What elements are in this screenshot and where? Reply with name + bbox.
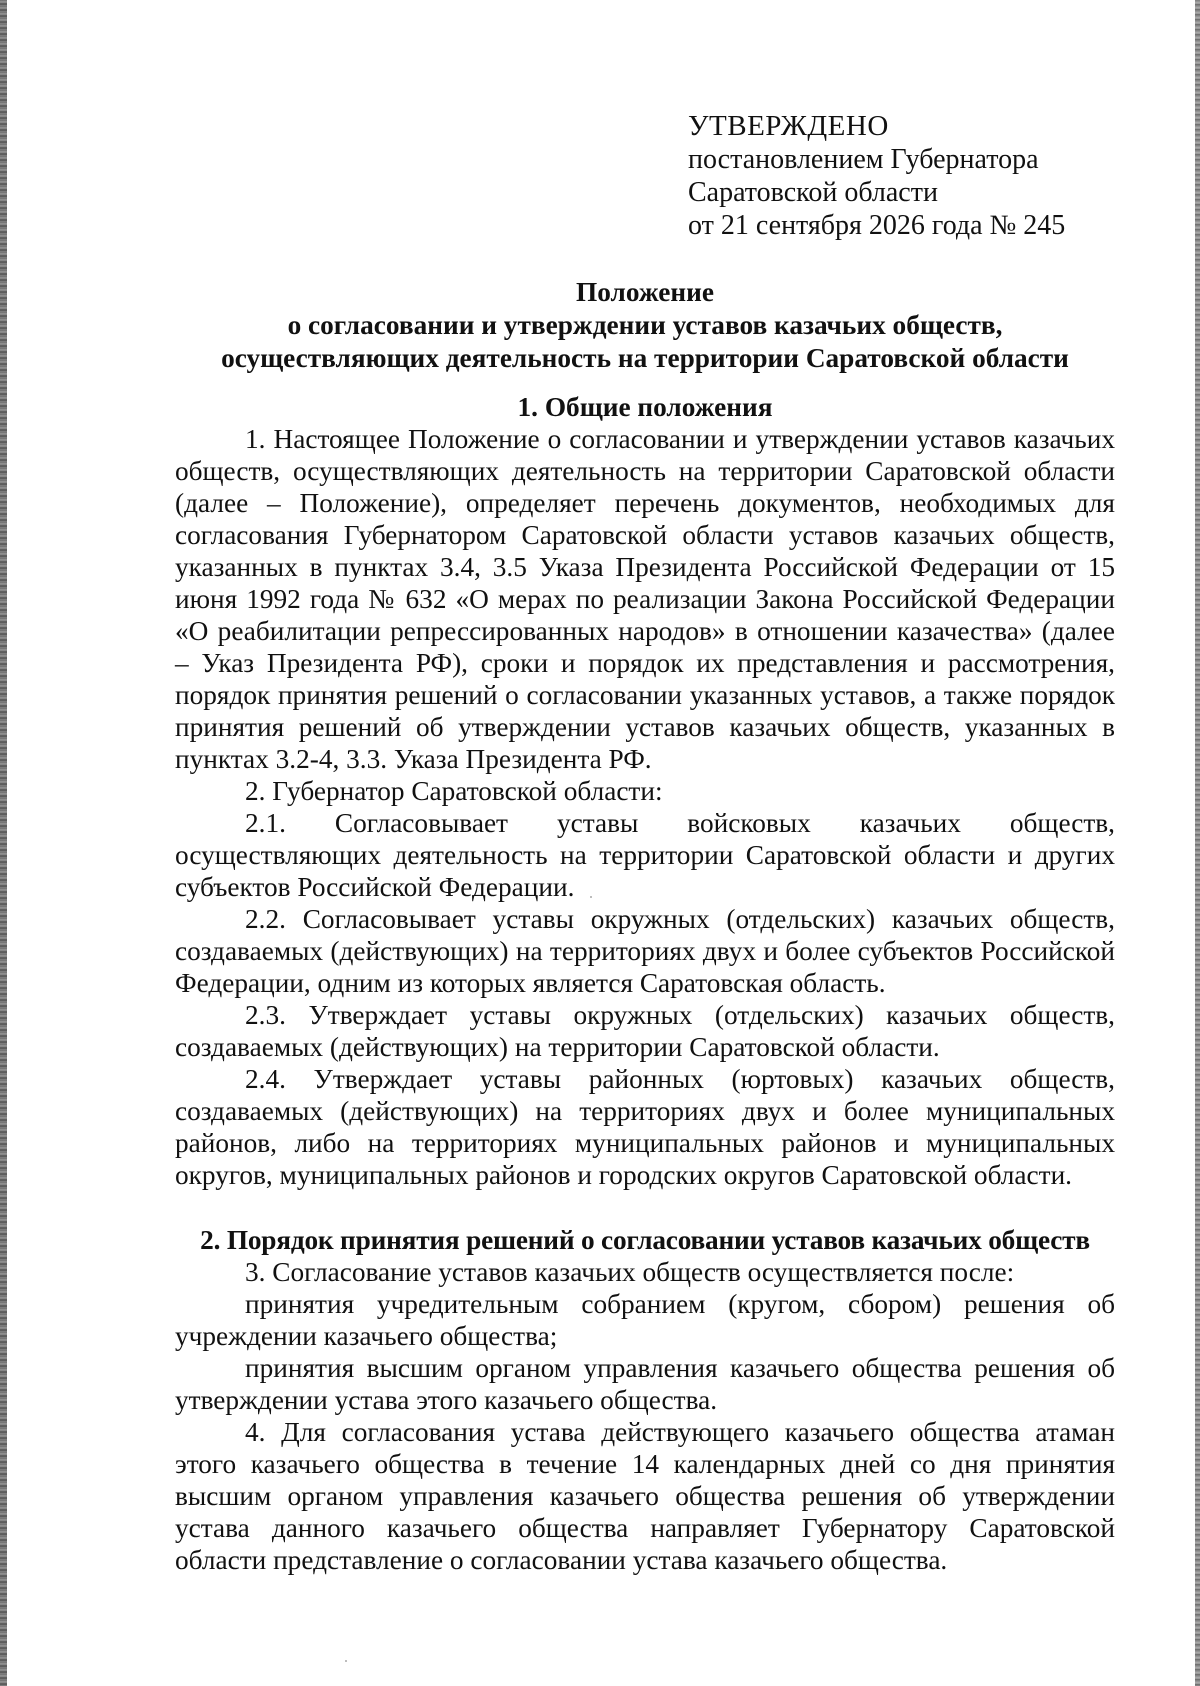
paragraph: 1. Настоящее Положение о согласовании и утверждении уставов казачьих обществ, осуществляющих деятельность на территории Саратовской области (далее – Положение), определяет перечень документов, необходимых для согласования Губернатором Саратовской области уставов казачьих обществ, указанных в пунктах 3.4, 3.5 Указа Президента Российской Федерации от 15 июня 1992 года № 632 «О мерах по реализации Закона Российской Федерации «О реабилитации репрессированных народов» в отношении казачества» (далее – Указ Президента РФ), сроки и порядок их представления и рассмотрения, порядок принятия решений о согласовании указанных уставов, а также порядок принятия решений об утверждении уставов казачьих обществ, указанных в пунктах 3.2-4, 3.3. Указа Президента РФ. [175, 424, 1115, 774]
approval-stamp [688, 110, 1168, 242]
paragraph: принятия учредительным собранием (кругом, сбором) решения об учреждении казачьего общества; [175, 1289, 1115, 1351]
paragraph: 2.3. Утверждает уставы окружных (отдельских) казачьих обществ, создаваемых (действующих) на территории Саратовской области. [175, 1000, 1115, 1062]
paragraph: 2.2. Согласовывает уставы окружных (отдельских) казачьих обществ, создаваемых (действующих) на территориях двух и более субъектов Российской Федерации, одним из которых является Саратовская область. [175, 904, 1115, 998]
section-heading: 2. Порядок принятия решений о согласовании уставов казачьих обществ [200, 1225, 1090, 1255]
paragraph: 2.1. Согласовывает уставы войсковых казачьих обществ, осуществляющих деятельность на территории Саратовской области и других субъектов Российской Федерации. [175, 808, 1115, 902]
approval-line: Саратовской области [688, 177, 938, 208]
approval-date: от 21 сентября 2026 года № 245 [688, 210, 1066, 241]
scan-speck [345, 1660, 347, 1662]
approval-title: УТВЕРЖДЕНО [688, 110, 889, 142]
paragraph: 4. Для согласования устава действующего казачьего общества атаман этого казачьего общества в течение 14 календарных дней со дня принятия высшим органом управления казачьего общества решения об утверждении устава данного казачьего общества направляет Губернатору Саратовской области представление о согласовании устава казачьего общества. [175, 1417, 1115, 1575]
scan-edge-left [0, 0, 7, 1686]
paragraph: 2. Губернатор Саратовской области: [245, 776, 663, 806]
paragraph: принятия высшим органом управления казачьего общества решения об утверждении устава этого казачьего общества. [175, 1353, 1115, 1415]
title-line: осуществляющих деятельность на территории Саратовской области [221, 343, 1069, 373]
paragraph: 3. Согласование уставов казачьих обществ осуществляется после: [245, 1257, 1015, 1287]
scan-edge-right [1195, 0, 1200, 1686]
title-line: Положение [576, 277, 714, 307]
scan-speck [590, 896, 592, 898]
section-heading: 1. Общие положения [517, 392, 773, 422]
paragraph: 2.4. Утверждает уставы районных (юртовых) казачьих обществ, создаваемых (действующих) на территориях двух и более муниципальных районов, либо на территориях муниципальных районов и муниципальных округов, муниципальных районов и городских округов Саратовской области. [175, 1064, 1115, 1190]
document-title [175, 276, 1115, 375]
document-body [175, 276, 1115, 1576]
approval-line: постановлением Губернатора [688, 144, 1039, 175]
title-line: о согласовании и утверждении уставов казачьих обществ, [287, 310, 1003, 340]
